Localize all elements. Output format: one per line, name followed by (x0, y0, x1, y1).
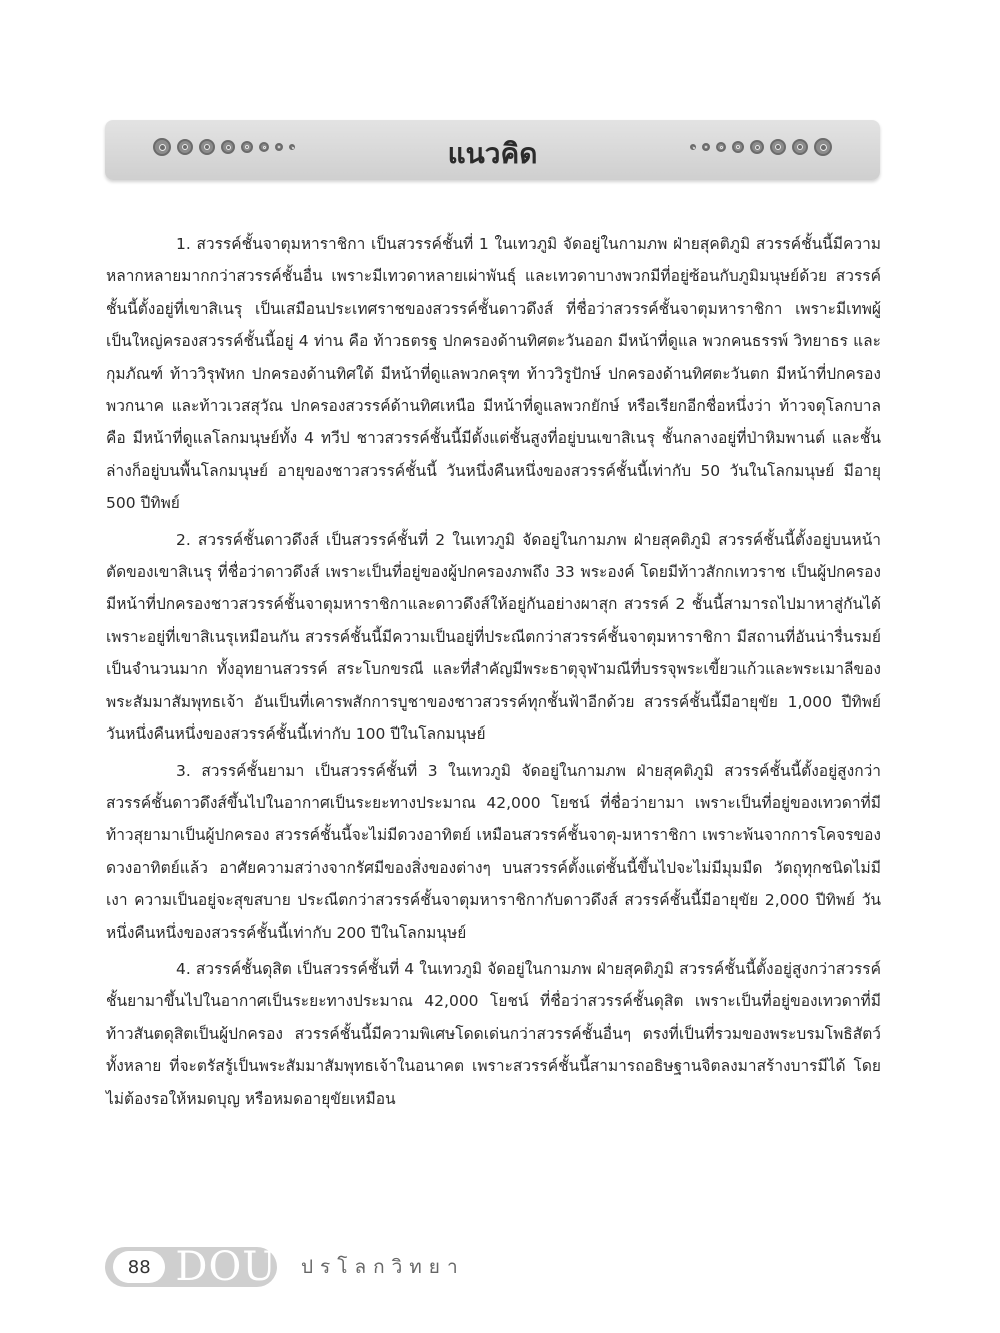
dot-icon (716, 142, 726, 152)
book-title: ปรโลกวิทยา (301, 1256, 465, 1278)
dot-icon (814, 138, 832, 156)
dot-icon (792, 139, 808, 155)
page-footer (105, 1245, 465, 1289)
dot-icon (770, 139, 786, 155)
brand-logo: DOU (175, 1244, 277, 1290)
dot-icon (702, 143, 710, 151)
section-title: แนวคิด (447, 137, 538, 170)
body-text (106, 228, 881, 1119)
paragraph: 1. สวรรค์ชั้นจาตุมหาราชิกา เป็นสวรรค์ชั้นที่ 1 ในเทวภูมิ จัดอยู่ในกามภพ ฝ่ายสุคติภูมิ สวรรค์ชั้นนี้มีความหลากหลายมากกว่าสวรรค์ชั้นอื่น เพราะมีเทวดาหลายเผ่าพันธุ์ และเทวดาบางพวกมีที่อยู่ซ้อนกับภูมิมนุษย์ด้วย สวรรค์ชั้นนี้ตั้งอยู่ที่เขาสิเนรุ เป็นเสมือนประเทศราชของสวรรค์ชั้นดาวดึงส์ ที่ชื่อว่าสวรรค์ชั้นจาตุมหาราชิกา เพราะมีเทพผู้เป็นใหญ่ครองสวรรค์ชั้นนี้อยู่ 4 ท่าน คือ ท้าวธตรฐ ปกครองด้านทิศตะวันออก มีหน้าที่ดูแล พวกคนธรรพ์ วิทยาธร และกุมภัณฑ์ ท้าววิรุฬหก ปกครองด้านทิศใต้ มีหน้าที่ดูแลพวกครุฑ ท้าววิรูปักษ์ ปกครองด้านทิศตะวันตก มีหน้าที่ปกครองพวกนาค และท้าวเวสสุวัณ ปกครองสวรรค์ด้านทิศเหนือ มีหน้าที่ดูแลพวกยักษ์ หรือเรียกอีกชื่อหนึ่งว่า ท้าวจตุโลกบาล คือ มีหน้าที่ดูแลโลกมนุษย์ทั้ง 4 ทวีป ชาวสวรรค์ชั้นนี้มีตั้งแต่ชั้นสูงที่อยู่บนเขาสิเนรุ ชั้นกลางอยู่ที่ป่าหิมพานต์ และชั้นล่างก็อยู่บนพื้นโลกมนุษย์ อายุของชาวสวรรค์ชั้นนี้ วันหนึ่งคืนหนึ่งของสวรรค์ชั้นนี้เท่ากับ 50 วันในโลกมนุษย์ มีอายุ 500 ปีทิพย์ (106, 235, 881, 513)
dot-icon (732, 141, 744, 153)
section-header (105, 120, 880, 180)
decorative-dots-right (687, 138, 835, 156)
dot-icon (690, 144, 696, 150)
paragraph: 2. สวรรค์ชั้นดาวดึงส์ เป็นสวรรค์ชั้นที่ 2 ในเทวภูมิ จัดอยู่ในกามภพ ฝ่ายสุคติภูมิ สวรรค์ชั้นนี้ตั้งอยู่บนหน้าตัดของเขาสิเนรุ ที่ชื่อว่าดาวดึงส์ เพราะเป็นที่อยู่ของผู้ปกครองภพถึง 33 พระองค์ โดยมีท้าวสักกเทวราช เป็นผู้ปกครอง มีหน้าที่ปกครองชาวสวรรค์ชั้นจาตุมหาราชิกาและดาวดึงส์ให้อยู่กันอย่างผาสุก สวรรค์ 2 ชั้นนี้สามารถไปมาหาสู่กันได้ เพราะอยู่ที่เขาสิเนรุเหมือนกัน สวรรค์ชั้นนี้มีความเป็นอยู่ที่ประณีตกว่าสวรรค์ชั้นจาตุมหาราชิกา มีสถานที่อันน่ารื่นรมย์เป็นจำนวนมาก ทั้งอุทยานสวรรค์ สระโบกขรณี และที่สำคัญมีพระธาตุจุฬามณีที่บรรจุพระเขี้ยวแก้วและพระเมาลีของพระสัมมาสัมพุทธเจ้า อันเป็นที่เคารพสักการบูชาของชาวสวรรค์ทุกชั้นฟ้าอีกด้วย สวรรค์ชั้นนี้มีอายุขัย 1,000 ปีทิพย์ วันหนึ่งคืนหนึ่งของสวรรค์ชั้นนี้เท่ากับ 100 ปีในโลกมนุษย์ (106, 530, 881, 744)
page-badge (105, 1244, 277, 1290)
dot-icon (750, 140, 764, 154)
paragraph: 3. สวรรค์ชั้นยามา เป็นสวรรค์ชั้นที่ 3 ในเทวภูมิ จัดอยู่ในกามภพ ฝ่ายสุคติภูมิ สวรรค์ชั้นนี้ตั้งอยู่สูงกว่าสวรรค์ชั้นดาวดึงส์ขึ้นไปในอากาศเป็นระยะทางประมาณ 42,000 โยชน์ ที่ชื่อว่ายามา เพราะเป็นที่อยู่ของเทวดาที่มีท้าวสุยามาเป็นผู้ปกครอง สวรรค์ชั้นนี้จะไม่มีดวงอาทิตย์ เหมือนสวรรค์ชั้นจาตุ-มหาราชิกา เพราะพ้นจากการโคจรของดวงอาทิตย์แล้ว อาศัยความสว่างจากรัศมีของสิ่งของต่างๆ บนสวรรค์ตั้งแต่ชั้นนี้ขึ้นไปจะไม่มีมุมมืด วัตถุทุกชนิดไม่มีเงา ความเป็นอยู่จะสุขสบาย ประณีตกว่าสวรรค์ชั้นจาตุมหาราชิกากับดาวดึงส์ สวรรค์ชั้นนี้มีอายุขัย 2,000 ปีทิพย์ วันหนึ่งคืนหนึ่งของสวรรค์ชั้นนี้เท่ากับ 200 ปีในโลกมนุษย์ (106, 761, 881, 942)
paragraph: 4. สวรรค์ชั้นดุสิต เป็นสวรรค์ชั้นที่ 4 ในเทวภูมิ จัดอยู่ในกามภพ ฝ่ายสุคติภูมิ สวรรค์ชั้นนี้ตั้งอยู่สูงกว่าสวรรค์ชั้นยามาขึ้นไปในอากาศเป็นระยะทางประมาณ 42,000 โยชน์ ที่ชื่อว่าสวรรค์ชั้นดุสิต เพราะเป็นที่อยู่ของเทวดาที่มีท้าวสันตดุสิตเป็นผู้ปกครอง สวรรค์ชั้นนี้มีความพิเศษโดดเด่นกว่าสวรรค์ชั้นอื่นๆ ตรงที่เป็นที่รวมของพระบรมโพธิสัตว์ทั้งหลาย ที่จะตรัสรู้เป็นพระสัมมาสัมพุทธเจ้าในอนาคต เพราะสวรรค์ชั้นนี้สามารถอธิษฐานจิตลงมาสร้างบารมีได้ โดยไม่ต้องรอให้หมดบุญ หรือหมดอายุขัยเหมือน (106, 959, 881, 1108)
page-number: 88 (113, 1251, 165, 1283)
